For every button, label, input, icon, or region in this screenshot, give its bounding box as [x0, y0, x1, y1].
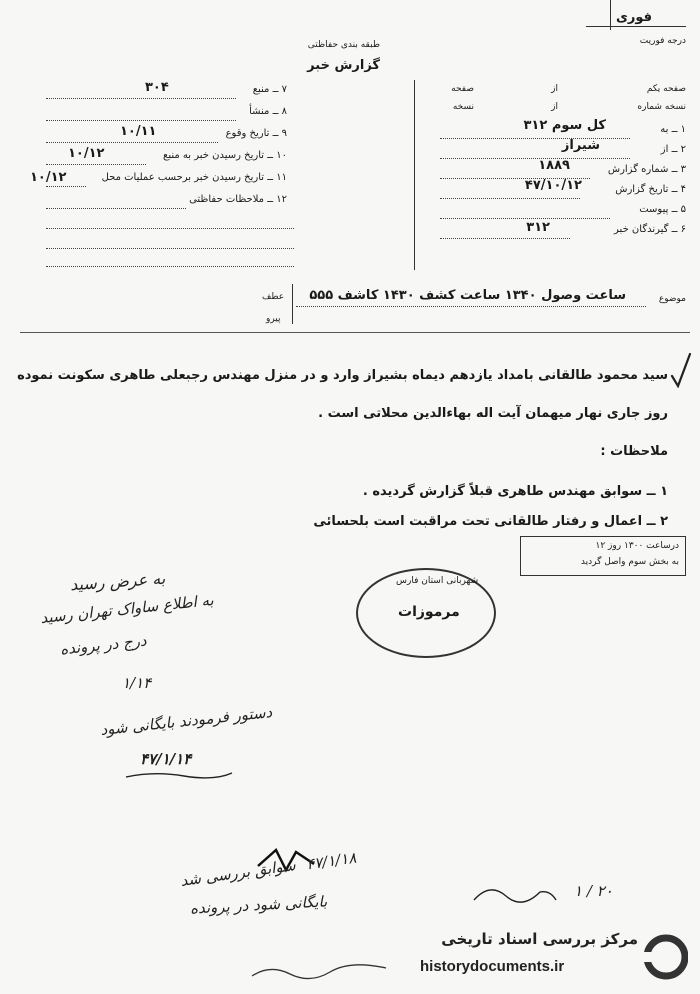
- subject-dotted-line: [296, 306, 646, 307]
- watermark: [418, 926, 690, 988]
- remark-1: ۱ ــ سوابق مهندس طاهری قبلاً گزارش گردیده .: [362, 484, 668, 499]
- watermark-logo-icon: [644, 930, 688, 988]
- dotted-line: [46, 228, 294, 229]
- dotted-line: [440, 218, 610, 219]
- reference-label: عطف: [262, 292, 285, 302]
- remark-2: ۲ ــ اعمال و رفتار طالقانی تحت مراقبت است بلحسائی: [313, 514, 668, 529]
- receipt-stamp: [520, 536, 686, 576]
- handwritten-note-6: سوابق بررسی شد: [179, 856, 297, 890]
- dotted-line: [46, 142, 218, 143]
- dotted-line: [46, 120, 236, 121]
- follow-up-label: پیرو: [266, 314, 281, 324]
- handwritten-note-2: به اطلاع ساواک تهران رسید: [39, 590, 215, 628]
- item-recipients-label: ۶ ــ گیرندگان خبر: [614, 224, 686, 235]
- body-line-1: سید محمود طالقانی بامداد یازدهم دیماه بشیراز وارد و در منزل مهندس رجبعلی طاهری سکونت نموده: [17, 368, 668, 383]
- item-report-number-value: ۱۸۸۹: [538, 158, 570, 173]
- classified-oval-stamp: [356, 568, 496, 658]
- page-of: از: [551, 84, 558, 94]
- subject-rule: [20, 332, 690, 333]
- dotted-line: [46, 248, 294, 249]
- copy-label: نسخه شماره: [637, 102, 686, 112]
- receipt-stamp-line-1: درساعت ۱۳۰۰ روز ۱۲: [595, 541, 679, 551]
- dotted-line: [440, 238, 570, 239]
- watermark-line-2: historydocuments.ir: [420, 958, 565, 975]
- handwritten-note-3: درج در پرونده: [59, 631, 148, 659]
- item-to-label: ۱ ــ به: [660, 124, 686, 135]
- subject-value: ساعت وصول ۱۳۴۰ ساعت کشف ۱۴۳۰ کاشف ۵۵۵: [309, 288, 626, 303]
- field-operation-receipt-date: ۱۱ ــ تاریخ رسیدن خبر برحسب عملیات محل: [101, 172, 287, 183]
- field-security-notes: ۱۲ ــ ملاحظات حفاظتی: [189, 194, 287, 205]
- dotted-line: [46, 164, 146, 165]
- dotted-line: [440, 198, 580, 199]
- item-from-value: شیراز: [561, 138, 600, 153]
- handwritten-date-1: ۴۷/۱/۱۴: [140, 750, 192, 768]
- dotted-line: [46, 98, 236, 99]
- item-report-date-label: ۴ ــ تاریخ گزارش: [615, 184, 686, 195]
- handwritten-scribble-line: [124, 766, 234, 785]
- urgency-value: فوری: [615, 10, 652, 25]
- receipt-stamp-line-2: به بخش سوم واصل گردید: [580, 557, 679, 567]
- check-mark-icon: [670, 352, 692, 392]
- dotted-line: [440, 138, 630, 139]
- column-divider: [414, 80, 415, 270]
- oval-stamp-main: مرموزات: [398, 604, 460, 620]
- item-report-date-value: ۴۷/۱۰/۱۲: [524, 178, 582, 193]
- handwritten-note-1: به عرض رسید: [69, 568, 166, 595]
- item-attachment-label: ۵ ــ پیوست: [639, 204, 686, 215]
- handwritten-date-2: ۴۷/۱/۱۸: [304, 848, 358, 874]
- urgency-label: درجه فوریت: [639, 36, 686, 46]
- copy-of: از: [551, 102, 558, 112]
- field-event-date: ۹ ــ تاریخ وقوع: [225, 128, 287, 139]
- item-to-value: کل سوم ۳۱۲: [523, 118, 606, 133]
- item-recipients-value: ۳۱۲: [526, 220, 550, 235]
- dotted-line: [46, 208, 186, 209]
- oval-stamp-top: شهربانی استان فارس: [396, 576, 479, 586]
- field-label: ۷ ــ منبع: [252, 84, 287, 95]
- dotted-line: [46, 266, 294, 267]
- field-origin: ۸ ــ منشأ: [249, 106, 287, 117]
- bottom-left-scribble: [250, 958, 390, 988]
- item-from-label: ۲ ــ از: [660, 144, 686, 155]
- form-title: گزارش خبر: [307, 58, 380, 73]
- dotted-line: [440, 158, 630, 159]
- subject-label: موضوع: [658, 294, 686, 304]
- dotted-line: [46, 186, 86, 187]
- field-operation-receipt-date-value: ۱۰/۱۲: [30, 170, 67, 185]
- urgency-underline: [586, 26, 686, 27]
- watermark-line-1: مرکز بررسی اسناد تاریخی: [441, 930, 638, 948]
- remarks-heading: ملاحظات :: [600, 444, 668, 459]
- bottom-right-scribble: [470, 880, 560, 914]
- field-source-receipt-date-value: ۱۰/۱۲: [68, 146, 105, 161]
- handwritten-note-7: بایگانی شود در پرونده: [189, 892, 328, 918]
- copy-unit: نسخه: [452, 102, 474, 112]
- field-source-value: ۳۰۴: [145, 80, 169, 95]
- body-line-2: روز جاری نهار میهمان آیت اله بهاءالدین محلاتی است .: [318, 406, 668, 421]
- field-source-receipt-date: ۱۰ ــ تاریخ رسیدن خبر به منبع: [163, 150, 287, 161]
- handwritten-note-4: ۱/۱۴: [122, 674, 152, 692]
- item-report-number-label: ۳ ــ شماره گزارش: [607, 164, 686, 175]
- subject-divider: [292, 284, 293, 324]
- field-event-date-value: ۱۰/۱۱: [120, 124, 157, 139]
- handwritten-note-8: ۲۰ / ۱: [574, 882, 613, 900]
- page-unit: صفحه: [451, 84, 474, 94]
- handwritten-note-5: دستور فرمودند بایگانی شود: [99, 703, 273, 739]
- header-right-divider: [610, 0, 611, 30]
- classification-label: طبقه بندی حفاظتی: [307, 40, 380, 50]
- page-label: صفحه یکم: [646, 84, 686, 94]
- field-source: [253, 84, 287, 95]
